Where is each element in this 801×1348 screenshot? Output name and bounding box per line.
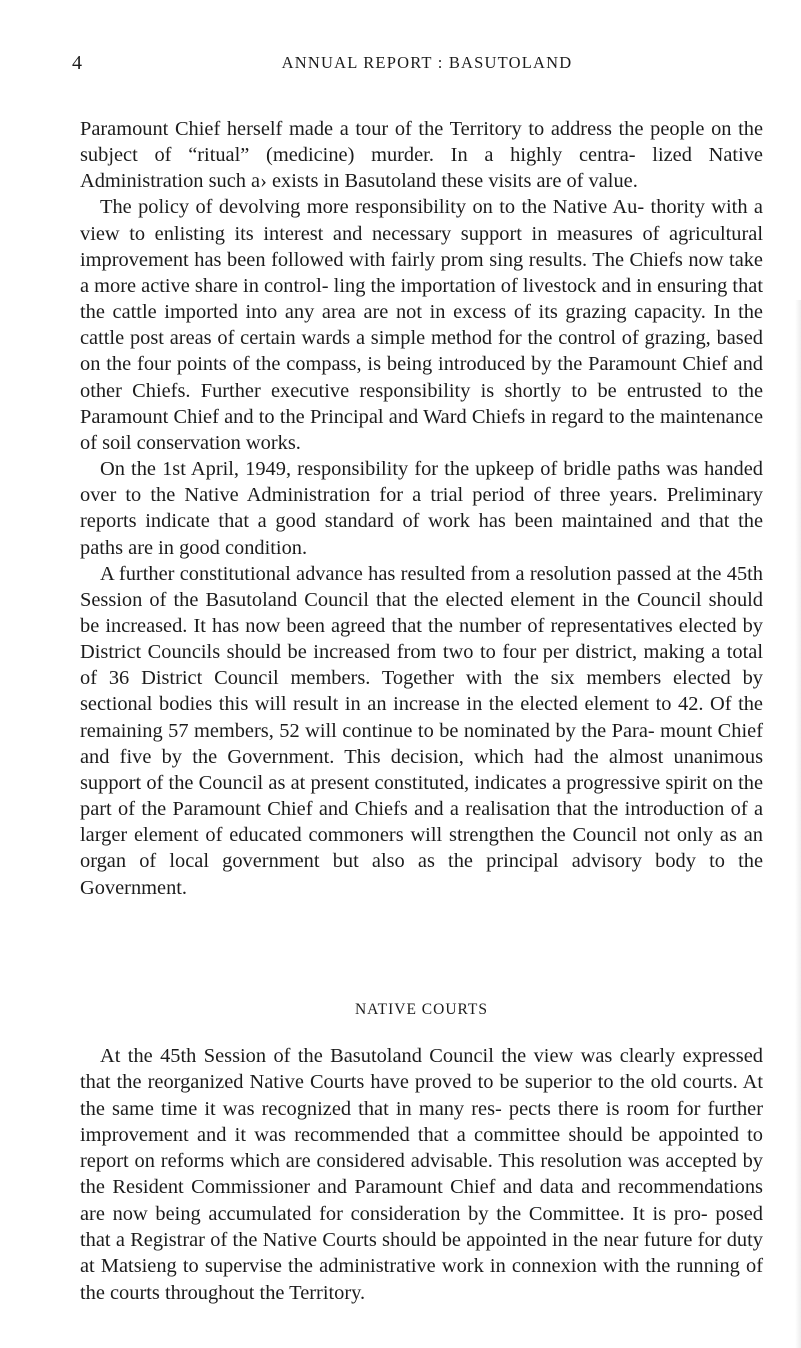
paragraph-chief-tour: Paramount Chief herself made a tour of the Territory to address the people on the subject of “ritual” (medicine) murder. In a highly centra- lized Native Administration such a› exists in Basutoland these visits are of value. — [80, 118, 763, 193]
page-edge-shadow — [795, 300, 801, 1348]
paragraph-native-courts: At the 45th Session of the Basutoland Council the view was clearly expressed that the reorganized Native Courts have proved to be superior to the old courts. At the same time it was recognized that in many res- pects there is room for further improvement and it was recommended that a committee should be appointed to report on reforms which are considered advisable. This resolution was accepted by the Resident Commissioner and Paramount Chief and data and recommendations are now being accumulated for consideration by the Committee. It is pro- posed that a Registrar of the Native Courts should be appointed in the near future for duty at Matsieng to supervise the administrative work in connexion with the running of the courts throughout the Territory. — [80, 1045, 763, 1304]
body-text — [80, 116, 763, 901]
section-native-courts — [80, 1043, 763, 1306]
running-header — [72, 51, 762, 81]
running-title: ANNUAL REPORT : BASUTOLAND — [281, 53, 573, 72]
section-heading-native-courts: NATIVE COURTS — [354, 1001, 489, 1018]
paragraph-devolving-responsibility: The policy of devolving more responsibility on to the Native Au- thority with a view to enlisting its interest and necessary support in measures of agricultural improvement has been followed with fairly prom sing results. The Chiefs now take a more active share in control- ling the importation of livestock and in ensuring that the cattle imported into any area are not in excess of its grazing capacity. In the cattle post areas of certain wards a simple method for the control of grazing, based on the four points of the compass, is being introduced by the Paramount Chief and other Chiefs. Further executive responsibility is shortly to be entrusted to the Paramount Chief and to the Principal and Ward Chiefs in regard to the maintenance of soil conservation works. — [80, 196, 763, 454]
page-number: 4 — [72, 52, 82, 74]
paragraph-constitutional-advance: A further constitutional advance has resulted from a resolution passed at the 45th Session of the Basutoland Council that the elected element in the Council should be increased. It has now been agreed that the number of representatives elected by District Councils should be increased from two to four per district, making a total of 36 District Council members. Together with the six members elected by sectional bodies this will result in an increase in the elected element to 42. Of the remaining 57 members, 52 will continue to be nominated by the Para- mount Chief and five by the Government. This decision, which had the almost unanimous support of the Council as at present constituted, indicates a progressive spirit on the part of the Paramount Chief and Chiefs and a realisation that the introduction of a larger element of educated commoners will strengthen the Council not only as an organ of local government but also as the principal advisory body to the Government. — [80, 562, 763, 899]
paragraph-bridle-paths: On the 1st April, 1949, responsibility for the upkeep of bridle paths was handed over to the Native Administration for a trial period of three years. Preliminary reports indicate that a good standard of work has been maintained and that the paths are in good condition. — [80, 458, 763, 559]
